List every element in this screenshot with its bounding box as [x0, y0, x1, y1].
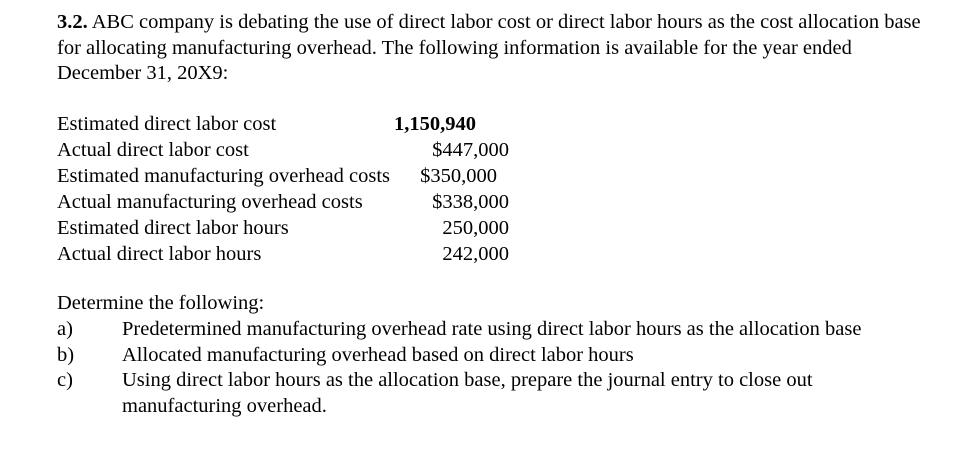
list-marker: b) — [57, 343, 75, 366]
list-item-text: Using direct labor hours as the allocation base, prepare the journal entry to close out manufacturing overhead. — [122, 369, 813, 417]
task-list — [57, 291, 937, 419]
list-item — [57, 368, 937, 419]
problem-intro — [57, 10, 937, 87]
table-row — [57, 215, 527, 241]
table-row — [57, 137, 527, 163]
row-value: $447,000 — [432, 139, 509, 161]
row-value: 242,000 — [442, 243, 509, 265]
task-heading: Determine the following: — [57, 292, 265, 314]
row-label: Estimated direct labor cost — [57, 113, 277, 135]
table-row — [57, 111, 527, 137]
row-label: Actual direct labor hours — [57, 243, 262, 265]
row-value: 1,150,940 — [394, 113, 476, 135]
list-item-text: Predetermined manufacturing overhead rate using direct labor hours as the allocation base — [122, 318, 862, 340]
row-label: Actual direct labor cost — [57, 139, 249, 161]
cost-data-table — [57, 111, 527, 267]
row-value: 250,000 — [442, 217, 509, 239]
row-label: Estimated manufacturing overhead costs — [57, 165, 391, 187]
problem-intro-text: ABC company is debating the use of direct labor cost or direct labor hours as the cost allocation base for allocating manufacturing overhead. The following information is available for the year ended December 31, 20X9: — [57, 11, 921, 84]
problem-number: 3.2. — [57, 11, 88, 33]
list-marker: a) — [57, 318, 73, 340]
list-item — [57, 317, 937, 343]
table-row — [57, 189, 527, 215]
table-row — [57, 163, 527, 189]
list-item-text: Allocated manufacturing overhead based on direct labor hours — [122, 343, 634, 366]
row-label: Actual manufacturing overhead costs — [57, 191, 363, 213]
row-label: Estimated direct labor hours — [57, 217, 289, 239]
list-marker: c) — [57, 369, 73, 391]
list-item — [57, 343, 937, 369]
row-value: $338,000 — [432, 191, 509, 213]
row-value: $350,000 — [420, 165, 497, 187]
table-row — [57, 241, 527, 267]
